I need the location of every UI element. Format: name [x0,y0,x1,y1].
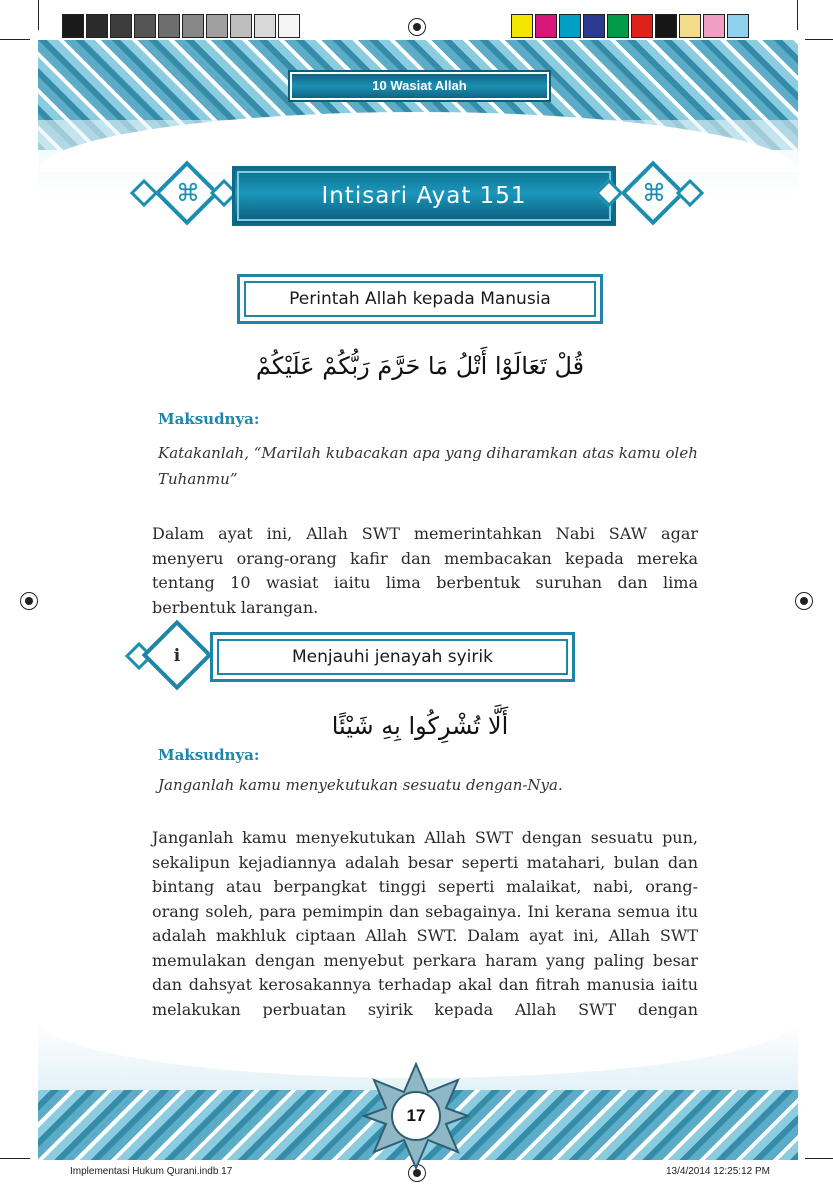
grayscale-swatch [254,14,276,38]
body-paragraph: Dalam ayat ini, Allah SWT memerintahkan Nabi SAW agar menyeru orang-orang kafir dan membacakan kepada mereka tentang 10 wasiat iaitu lima berbentuk suruhan dan lima berbentuk larangan. [152,524,698,617]
right-knot-ornament-icon: ⌘ [642,179,666,207]
slug-filename: Implementasi Hukum Qurani.indb 17 [70,1166,233,1177]
left-knot-ornament-icon: ⌘ [176,179,200,207]
color-swatch [535,14,557,38]
grayscale-swatch [182,14,204,38]
page-number: 17 [406,1106,426,1125]
verse-translation: Katakanlah, “Marilah kubacakan apa yang diharamkan atas kamu oleh Tuhanmu” [158,444,698,488]
crop-mark-right-top [805,39,833,40]
crop-mark-left-bottom [0,1158,30,1159]
crop-mark-left-top [0,39,30,40]
running-header: 10 Wasiat Allah [290,72,549,100]
registration-mark-right [795,592,813,610]
grayscale-swatch [86,14,108,38]
color-swatch [559,14,581,38]
color-swatch [583,14,605,38]
arabic-verse: أَلَّا تُشْرِكُوا بِهِ شَيْئًا [331,712,509,740]
color-swatch [631,14,653,38]
grayscale-swatch [134,14,156,38]
arabic-verse: قُلْ تَعَالَوْا أَتْلُ مَا حَرَّمَ رَبُّكُمْ عَلَيْكُمْ [255,352,585,380]
verse-translation: Janganlah kamu menyekutukan sesuatu dengan-Nya. [158,776,563,794]
crop-mark-right-bottom [805,1158,833,1159]
crop-mark-top-left [38,0,39,30]
section-heading: Menjauhi jenayah syirik [292,647,493,667]
body-paragraph: Janganlah kamu menyekutukan Allah SWT dengan sesuatu pun, sekalipun kejadiannya adalah besar seperti matahari, bulan dan bintang atau berpangkat tinggi seperti malaikat, nabi, orang-orang soleh, para pemimpin dan sebagainya. Ini kerana semua itu adalah makhluk ciptaan Allah SWT. Dalam ayat ini, Allah SWT memulakan dengan menyebut perkara haram yang paling besar dan dahsyat kerosakannya terhadap akal dan fitrah manusia iaitu melakukan perbuatan syirik kepada Allah SWT dengan [152,828,698,1019]
section-heading: Perintah Allah kepada Manusia [289,289,551,309]
color-swatch [655,14,677,38]
color-swatch [703,14,725,38]
grayscale-swatch [62,14,84,38]
grayscale-swatch [206,14,228,38]
section-heading-box [237,274,603,324]
registration-mark-top [408,18,426,36]
section-heading-box [210,632,575,682]
color-swatch [679,14,701,38]
section-numeral: i [173,646,181,666]
registration-mark-left [20,592,38,610]
page-title: Intisari Ayat 151 [232,166,616,226]
maksud-label: Maksudnya: [158,410,260,428]
grayscale-swatch [158,14,180,38]
grayscale-swatch [230,14,252,38]
crop-mark-top-right [797,0,798,30]
grayscale-swatch [278,14,300,38]
maksud-label: Maksudnya: [158,746,260,764]
slug-timestamp: 13/4/2014 12:25:12 PM [666,1166,770,1177]
grayscale-swatch [110,14,132,38]
color-swatch [727,14,749,38]
color-swatch [511,14,533,38]
color-swatch [607,14,629,38]
